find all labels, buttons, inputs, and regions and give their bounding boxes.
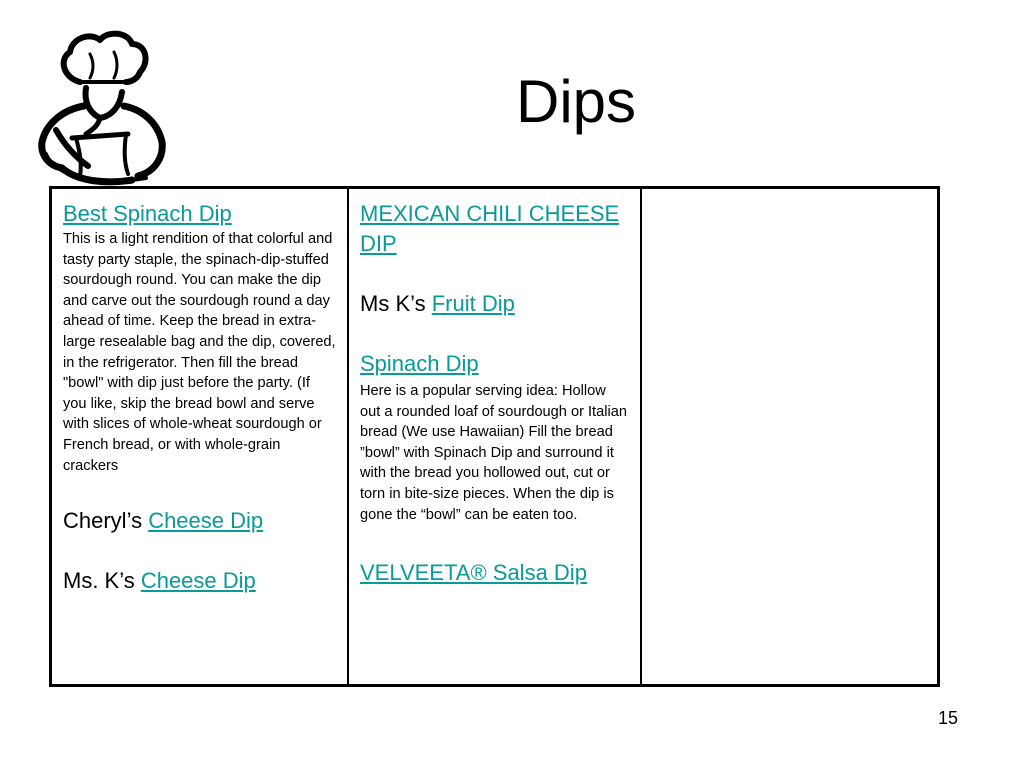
msk-prefix: Ms. K’s <box>63 568 141 594</box>
spinach-dip-link[interactable]: Spinach Dip <box>360 351 479 376</box>
best-spinach-dip-link[interactable]: Best Spinach Dip <box>63 201 232 226</box>
slide-title: Dips <box>515 68 637 135</box>
msk-cheese-dip-link[interactable]: Cheese Dip <box>140 568 256 594</box>
velveeta-salsa-dip-link[interactable]: VELVEETA® Salsa Dip <box>360 560 587 586</box>
cheryl-prefix: Cheryl’s <box>63 508 149 534</box>
column-1 <box>52 189 349 684</box>
recipe-table <box>49 186 940 687</box>
fruit-dip-line <box>360 289 630 319</box>
msk-cheese-dip-line <box>63 566 337 596</box>
fruit-prefix: Ms K’s <box>360 291 432 316</box>
cheryl-cheese-dip-link[interactable]: Cheese Dip <box>148 508 264 534</box>
best-spinach-description: This is a light rendition of that colorful and tasty party staple, the spinach-dip-stuffed sourdough round. You can make the dip and carve out the sourdough round a day ahead of time. Keep the bread in extra-large resealable bag and the dip, covered, in the refrigerator. Then fill the bread "bowl" with dip just before the party. (If you like, skip the bread bowl and serve with slices of whole-wheat sourdough or French bread, or with whole-grain crackers <box>63 231 336 474</box>
page-number: 15 <box>938 708 959 728</box>
cheryl-cheese-dip-line <box>63 506 337 536</box>
fruit-dip-link[interactable]: Fruit Dip <box>431 291 515 316</box>
mexican-chili-cheese-dip-link[interactable]: MEXICAN CHILI CHEESE DIP <box>360 201 620 256</box>
column-2 <box>349 189 642 684</box>
column-3-empty <box>642 189 937 684</box>
serving-idea-text: Here is a popular serving idea: Hollow out a rounded loaf of sourdough or Italian bread (We use Hawaiian) Fill the bread ”bowl” with Spinach Dip and surround it with the bread you hollowed out, cut or torn in bite-size pieces. When the dip is gone the “bowl” can be eaten too. <box>360 383 627 523</box>
